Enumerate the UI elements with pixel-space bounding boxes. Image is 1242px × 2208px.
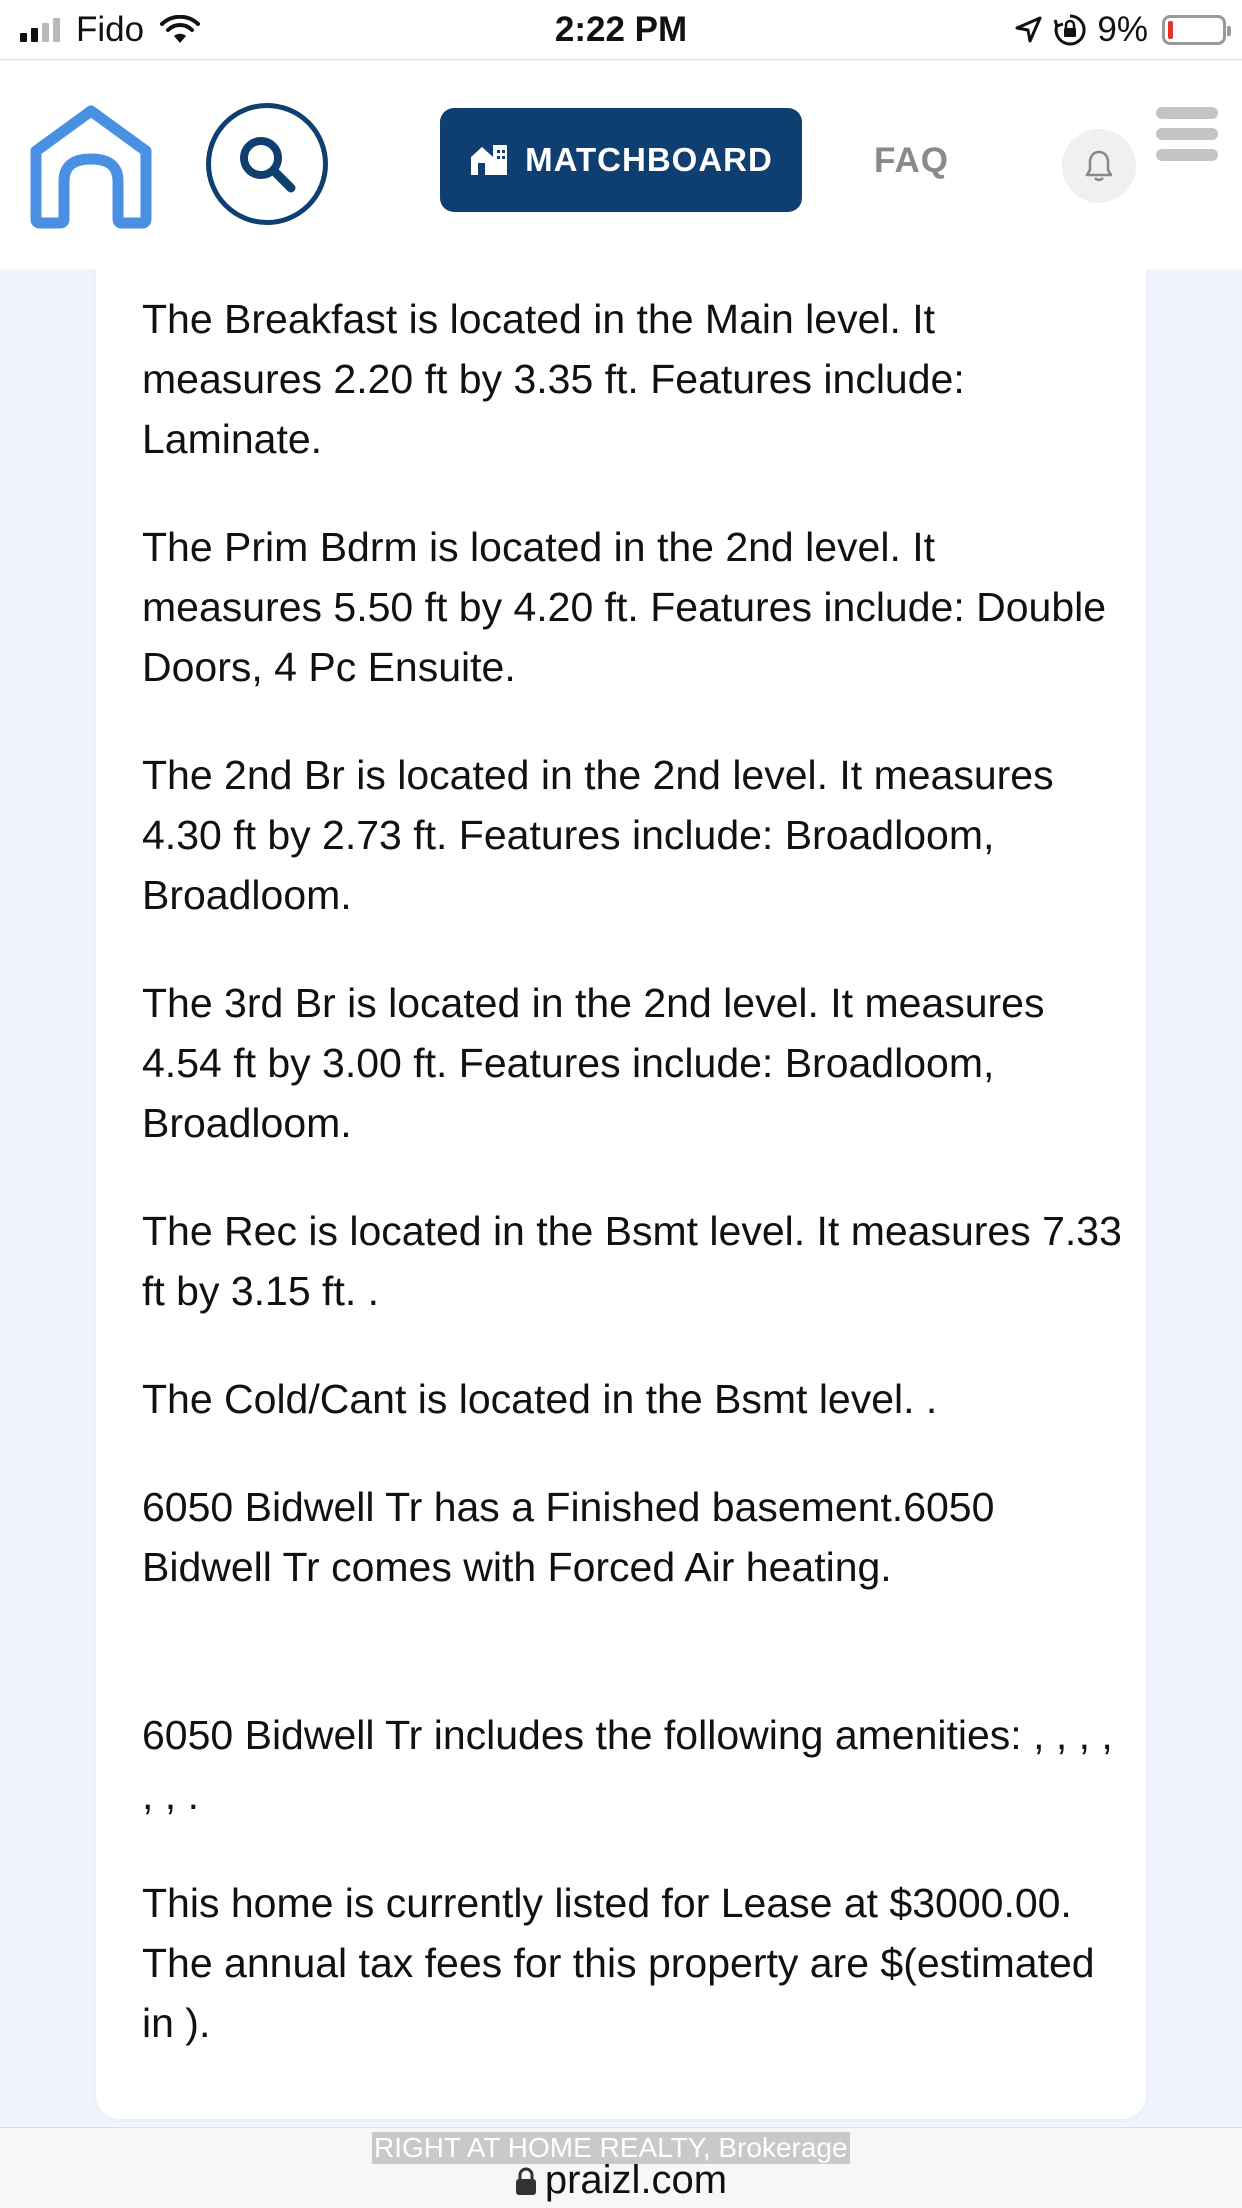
status-right bbox=[1013, 10, 1226, 50]
location-arrow-icon bbox=[1013, 15, 1043, 45]
top-navigation bbox=[0, 61, 1242, 269]
rotation-lock-icon bbox=[1053, 13, 1087, 47]
search-icon bbox=[235, 132, 299, 196]
status-time: 2:22 PM bbox=[554, 10, 688, 49]
lease-price-text: This home is currently listed for Lease at $3000.00. The annual tax fees for this property are $(estimated in ). bbox=[142, 1880, 1095, 2046]
bell-icon bbox=[1084, 149, 1114, 183]
room-cold-cant-text: The Cold/Cant is located in the Bsmt level. . bbox=[142, 1376, 938, 1422]
buildings-icon bbox=[469, 143, 509, 177]
faq-link[interactable]: FAQ bbox=[874, 141, 949, 180]
status-bar bbox=[0, 0, 1242, 60]
battery-percent: 9% bbox=[1097, 10, 1148, 49]
notifications-button[interactable] bbox=[1062, 129, 1136, 203]
room-2nd-br-text: The 2nd Br is located in the 2nd level. It measures 4.30 ft by 2.73 ft. Features include: Broadloom, Broadloom. bbox=[142, 752, 1054, 918]
hamburger-menu-icon[interactable] bbox=[1156, 107, 1218, 169]
carrier-name: Fido bbox=[76, 10, 145, 49]
url-text: praizl.com bbox=[544, 2158, 728, 2202]
brokerage-watermark: RIGHT AT HOME REALTY, Brokerage bbox=[374, 2132, 848, 2163]
room-3rd-br-text: The 3rd Br is located in the 2nd level. It measures 4.54 ft by 3.00 ft. Features include: Broadloom, Broadloom. bbox=[142, 980, 1045, 1146]
battery-icon bbox=[1162, 15, 1226, 45]
amenities-text: 6050 Bidwell Tr includes the following amenities: , , , , , , . bbox=[142, 1712, 1113, 1818]
search-button[interactable] bbox=[206, 103, 328, 225]
browser-footer bbox=[0, 2127, 1242, 2208]
lock-icon bbox=[515, 2166, 537, 2196]
matchboard-label: MATCHBOARD bbox=[525, 141, 773, 178]
room-breakfast-text: The Breakfast is located in the Main level. It measures 2.20 ft by 3.35 ft. Features include: Laminate. bbox=[142, 296, 965, 462]
listing-description-card bbox=[96, 269, 1146, 2119]
matchboard-button[interactable] bbox=[440, 108, 802, 212]
home-icon[interactable] bbox=[22, 99, 160, 233]
url-bar[interactable] bbox=[0, 2158, 1242, 2203]
basement-heating-text: 6050 Bidwell Tr has a Finished basement.6050 Bidwell Tr comes with Forced Air heating. bbox=[142, 1484, 995, 1590]
room-prim-bdrm-text: The Prim Bdrm is located in the 2nd level. It measures 5.50 ft by 4.20 ft. Features include: Double Doors, 4 Pc Ensuite. bbox=[142, 524, 1107, 690]
room-rec-text: The Rec is located in the Bsmt level. It measures 7.33 ft by 3.15 ft. . bbox=[142, 1208, 1122, 1314]
battery-level-fill bbox=[1168, 21, 1173, 39]
